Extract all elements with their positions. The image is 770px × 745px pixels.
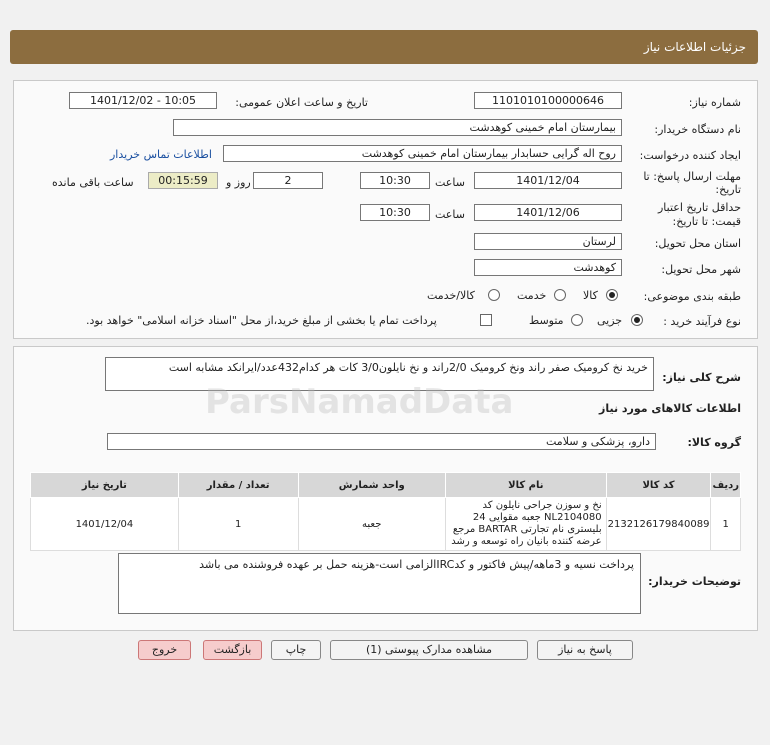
page-title: جزئیات اطلاعات نیاز: [643, 40, 746, 54]
table-row: [31, 498, 741, 551]
col-header-unit: واحد شمارش: [298, 473, 446, 498]
col-header-date: تاریخ نیاز: [31, 473, 179, 498]
category-both-radio[interactable]: [488, 289, 500, 301]
buyer-org-field: بیمارستان امام خمینی کوهدشت: [173, 119, 622, 136]
buyer-org-label: نام دستگاه خریدار:: [654, 123, 741, 136]
province-field: لرستان: [474, 233, 622, 250]
category-goods-radio[interactable]: [606, 289, 618, 301]
reply-hour-field: 10:30: [360, 172, 430, 189]
print-button[interactable]: چاپ: [271, 640, 321, 660]
category-service-radio[interactable]: [554, 289, 566, 301]
treasury-payment-checkbox[interactable]: [480, 314, 492, 326]
process-medium-radio[interactable]: [571, 314, 583, 326]
cell-row: 1: [711, 498, 741, 551]
process-label: نوع فرآیند خرید :: [663, 315, 741, 328]
process-minor-radio[interactable]: [631, 314, 643, 326]
treasury-payment-note: پرداخت تمام یا بخشی از مبلغ خرید،از محل "اسناد خزانه اسلامی" خواهد بود.: [86, 314, 437, 327]
category-goods-label: کالا: [583, 289, 598, 302]
validity-date-field: 1401/12/06: [474, 204, 622, 221]
validity-hour-label: ساعت: [435, 208, 465, 221]
goods-group-field: دارو، پزشکی و سلامت: [107, 433, 656, 450]
category-both-label: کالا/خدمت: [427, 289, 475, 302]
back-button[interactable]: بازگشت: [203, 640, 262, 660]
contact-info-link[interactable]: اطلاعات تماس خریدار: [110, 148, 212, 161]
col-header-name: نام کالا: [446, 473, 607, 498]
remaining-label: ساعت باقی مانده: [52, 176, 134, 189]
creator-field: روح اله گرایی حسابدار بیمارستان امام خمینی کوهدشت: [223, 145, 622, 162]
cell-code: 2132126179840089: [606, 498, 711, 551]
remaining-time-field: 00:15:59: [148, 172, 218, 189]
reply-date-field: 1401/12/04: [474, 172, 622, 189]
cell-name: نخ و سوزن جراحی نایلون کد NL2104080 جعبه مقوایی 24 بلیستری نام تجارتی BARTAR مرجع عرضه کننده بانیان راه توسعه و رشد: [446, 498, 607, 551]
process-minor-label: جزیی: [597, 314, 623, 327]
goods-table: [30, 472, 741, 551]
buyer-notes-label: توضیحات خریدار:: [648, 575, 741, 588]
exit-button[interactable]: خروج: [138, 640, 191, 660]
cell-date: 1401/12/04: [31, 498, 179, 551]
reply-deadline-label: مهلت ارسال پاسخ: تا: [643, 170, 741, 183]
summary-label: شرح کلی نیاز:: [662, 371, 741, 384]
category-service-label: خدمت: [517, 289, 547, 302]
validity-hour-field: 10:30: [360, 204, 430, 221]
summary-field: خرید نخ کرومیک صفر راند ونخ کرومیک 2/0راند و نخ نایلون3/0 کات هر کدام432عدد/ایرانکد مشابه است: [105, 357, 654, 391]
days-label: روز و: [226, 176, 251, 189]
province-label: استان محل تحویل:: [654, 237, 741, 250]
announce-field: 1401/12/02 - 10:05: [69, 92, 217, 109]
goods-section-title: اطلاعات کالاهای مورد نیاز: [599, 402, 741, 415]
buyer-notes-field: پرداخت نسیه و 3ماهه/پیش فاکتور و کدIRCالزامی است-هزینه حمل بر عهده فروشنده می باشد: [118, 553, 641, 614]
cell-unit: جعبه: [298, 498, 446, 551]
days-field: 2: [253, 172, 323, 189]
city-field: کوهدشت: [474, 259, 622, 276]
need-number-label: شماره نیاز:: [688, 96, 741, 109]
watermark: ParsNamadData: [205, 382, 514, 422]
view-documents-button[interactable]: مشاهده مدارک پیوستی (1): [330, 640, 528, 660]
col-header-row: ردیف: [711, 473, 741, 498]
page-header: [10, 30, 758, 64]
col-header-qty: تعداد / مقدار: [178, 473, 298, 498]
reply-button[interactable]: پاسخ به نیاز: [537, 640, 633, 660]
goods-group-label: گروه کالا:: [687, 436, 741, 449]
reply-deadline-label-2: تاریخ:: [715, 183, 741, 196]
category-label: طبقه بندی موضوعی:: [643, 290, 741, 303]
process-medium-label: متوسط: [529, 314, 564, 327]
announce-label: تاریخ و ساعت اعلان عمومی:: [235, 96, 368, 109]
validity-label: حداقل تاریخ اعتبار: [657, 201, 741, 214]
creator-label: ایجاد کننده درخواست:: [639, 149, 741, 162]
need-number-field: 1101010100000646: [474, 92, 622, 109]
validity-label-2: قیمت: تا تاریخ:: [672, 215, 741, 228]
col-header-code: کد کالا: [606, 473, 711, 498]
reply-hour-label: ساعت: [435, 176, 465, 189]
cell-qty: 1: [178, 498, 298, 551]
city-label: شهر محل تحویل:: [661, 263, 741, 276]
